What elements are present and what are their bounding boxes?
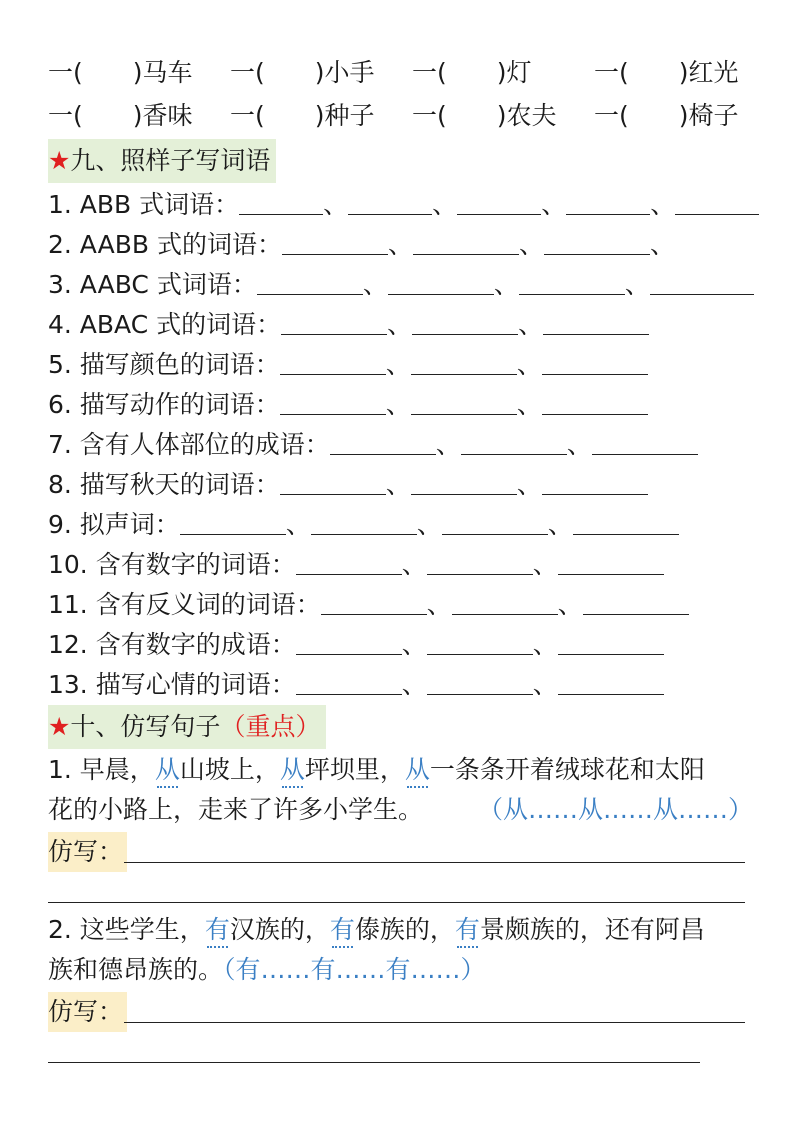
word-item-8: 8. 描写秋天的词语： 、 、 — [48, 468, 648, 502]
item-label: 13. 描写心情的词语： — [48, 670, 296, 699]
keyword-cong: 从 — [154, 755, 180, 784]
word-item-2: 2. AABB 式的词语： 、 、 、 — [48, 230, 675, 259]
answer-blank[interactable] — [542, 392, 648, 415]
answer-blank[interactable] — [257, 272, 363, 295]
item-label: 6. 描写动作的词语： — [48, 390, 280, 419]
item-label: 7. 含有人体部位的成语： — [48, 430, 330, 459]
word-item-13: 13. 描写心情的词语： 、 、 — [48, 668, 664, 702]
item-label: 1. ABB 式词语： — [48, 190, 240, 219]
item-label: 11. 含有反义词的词语： — [48, 590, 321, 619]
section-10-heading — [48, 705, 326, 749]
answer-blank[interactable] — [280, 472, 386, 495]
answer-blank[interactable] — [427, 672, 533, 695]
answer-blank[interactable] — [427, 552, 533, 575]
word-item-4: 4. ABAC 式的词语： 、 、 — [48, 308, 649, 342]
item-label: 12. 含有数字的成语： — [48, 630, 296, 659]
sentence-1-line-1: 1. 早晨，从山坡上，从坪坝里，从一条条开着绒球花和太阳 — [48, 755, 705, 784]
measure-word-5: 一( )香味 — [48, 101, 193, 130]
item-label: 9. 拟声词： — [48, 510, 180, 539]
answer-blank[interactable] — [296, 672, 402, 695]
answer-blank[interactable] — [543, 312, 649, 335]
star-icon: ★ — [48, 146, 71, 175]
word-item-3: 3. AABC 式词语： 、 、 、 — [48, 268, 754, 302]
measure-word-1: 一( )马车 — [48, 58, 193, 87]
imitate-label: 仿写： — [48, 832, 127, 872]
answer-blank[interactable] — [573, 512, 679, 535]
answer-blank[interactable] — [296, 632, 402, 655]
keyword-cong: 从 — [404, 755, 430, 784]
word-item-7: 7. 含有人体部位的成语： 、 、 — [48, 428, 698, 462]
section-9-heading — [48, 139, 276, 183]
answer-blank[interactable] — [411, 392, 517, 415]
imitate-label: 仿写： — [48, 992, 127, 1032]
keyword-you: 有 — [329, 915, 355, 944]
answer-line[interactable] — [124, 862, 745, 863]
answer-blank[interactable] — [348, 192, 432, 215]
answer-blank[interactable] — [461, 432, 567, 455]
word-item-6: 6. 描写动作的词语： 、 、 — [48, 388, 648, 422]
section-9-title: 九、照样子写词语 — [70, 146, 271, 175]
keyword-you: 有 — [454, 915, 480, 944]
answer-blank[interactable] — [412, 312, 518, 335]
word-item-12: 12. 含有数字的成语： 、 、 — [48, 628, 664, 662]
measure-word-7: 一( )农夫 — [412, 101, 557, 130]
word-item-11: 11. 含有反义词的词语： 、 、 — [48, 588, 689, 622]
answer-blank[interactable] — [650, 272, 754, 295]
answer-blank[interactable] — [558, 632, 664, 655]
measure-word-2: 一( )小手 — [230, 58, 375, 87]
answer-blank[interactable] — [519, 272, 625, 295]
keyword-you: 有 — [204, 915, 230, 944]
answer-blank[interactable] — [281, 312, 387, 335]
answer-blank[interactable] — [542, 352, 648, 375]
answer-blank[interactable] — [282, 232, 388, 255]
answer-blank[interactable] — [411, 472, 517, 495]
answer-blank[interactable] — [452, 592, 558, 615]
answer-blank[interactable] — [558, 552, 664, 575]
item-label: 5. 描写颜色的词语： — [48, 350, 280, 379]
answer-blank[interactable] — [544, 232, 650, 255]
star-icon: ★ — [48, 712, 71, 741]
answer-blank[interactable] — [296, 552, 402, 575]
sentence-2-line-1: 2. 这些学生，有汉族的，有傣族的，有景颇族的，还有阿昌 — [48, 915, 705, 944]
word-item-10: 10. 含有数字的词语： 、 、 — [48, 548, 664, 582]
item-label: 3. AABC 式词语： — [48, 270, 257, 299]
answer-blank[interactable] — [566, 192, 650, 215]
measure-word-3: 一( )灯 — [412, 58, 532, 87]
answer-blank[interactable] — [239, 192, 323, 215]
sentence-1-pattern: （从……从……从……） — [478, 795, 754, 824]
item-label: 4. ABAC 式的词语： — [48, 310, 282, 339]
answer-blank[interactable] — [388, 272, 494, 295]
item-label: 8. 描写秋天的词语： — [48, 470, 280, 499]
sentence-1-line-2: 花的小路上，走来了许多小学生。 — [48, 795, 424, 824]
answer-blank[interactable] — [457, 192, 541, 215]
measure-word-6: 一( )种子 — [230, 101, 375, 130]
answer-blank[interactable] — [280, 352, 386, 375]
emphasis-tag: （重点） — [220, 712, 321, 741]
word-item-5: 5. 描写颜色的词语： 、 、 — [48, 348, 648, 382]
answer-line[interactable] — [48, 902, 745, 903]
answer-blank[interactable] — [321, 592, 427, 615]
answer-blank[interactable] — [413, 232, 519, 255]
measure-word-4: 一( )红光 — [594, 58, 739, 87]
answer-blank[interactable] — [411, 352, 517, 375]
item-label: 10. 含有数字的词语： — [48, 550, 296, 579]
answer-blank[interactable] — [583, 592, 689, 615]
answer-blank[interactable] — [280, 392, 386, 415]
sentence-2-line-2: 族和德昂族的。（有……有……有……） — [48, 955, 486, 984]
section-10-title: 十、仿写句子 — [70, 712, 221, 741]
measure-word-8: 一( )椅子 — [594, 101, 739, 130]
word-item-1: 1. ABB 式词语： 、 、 、 、 — [48, 188, 759, 222]
word-item-9: 9. 拟声词： 、 、 、 — [48, 508, 679, 542]
answer-blank[interactable] — [558, 672, 664, 695]
answer-line[interactable] — [48, 1062, 700, 1063]
item-label: 2. AABB 式的词语： — [48, 230, 282, 259]
answer-blank[interactable] — [427, 632, 533, 655]
keyword-cong: 从 — [279, 755, 305, 784]
answer-blank[interactable] — [675, 192, 759, 215]
answer-blank[interactable] — [592, 432, 698, 455]
answer-blank[interactable] — [542, 472, 648, 495]
answer-blank[interactable] — [180, 512, 286, 535]
answer-blank[interactable] — [442, 512, 548, 535]
sentence-2-pattern: （有……有……有……） — [223, 955, 486, 984]
answer-blank[interactable] — [330, 432, 436, 455]
answer-blank[interactable] — [311, 512, 417, 535]
answer-line[interactable] — [124, 1022, 745, 1023]
